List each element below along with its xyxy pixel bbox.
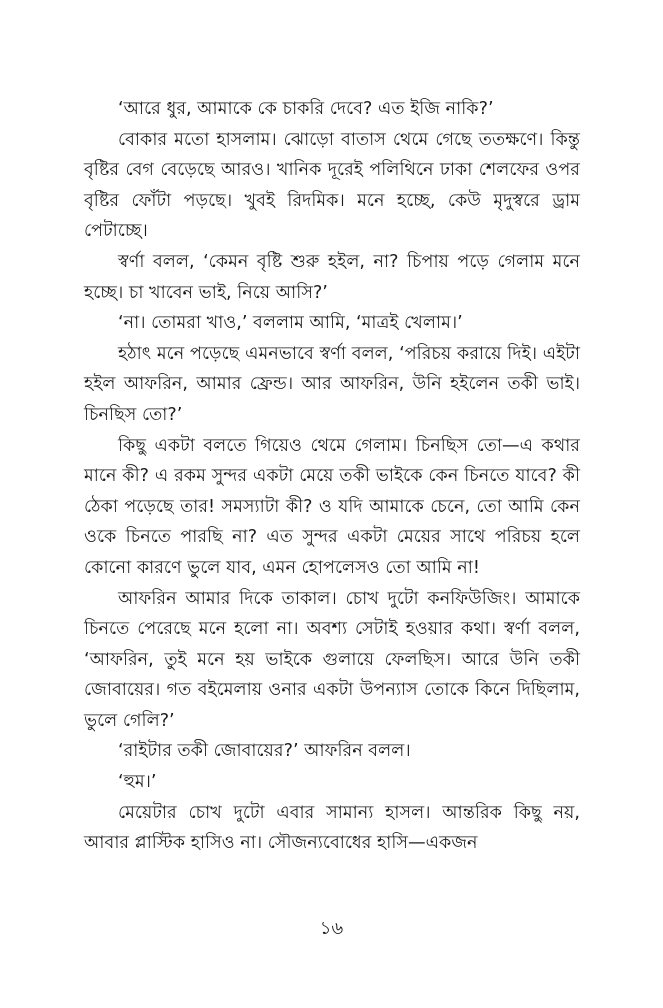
paragraph: ‘আরে ধুর, আমাকে কে চাকরি দেবে? এত ইজি নাকি?’ (118, 99, 494, 119)
paragraph: হঠাৎ মনে পড়েছে এমনভাবে স্বর্ণা বলল, ‘পরিচয় করায়ে দিই। এইটা হইল আফরিন, আমার ফ্রেন্ড। আর আফরিন, উনি হইলেন তকী ভাই। চিনছিস তো?’ (84, 343, 580, 425)
paragraph: আফরিন আমার দিকে তাকাল। চোখ দুটো কনফিউজিং। আমাকে চিনতে পেরেছে মনে হলো না। অবশ্য সেটাই হওয়ার কথা। স্বর্ণা বলল, ‘আফরিন, তুই মনে হয় ভাইকে গুলায়ে ফেলছিস। আরে উনি তকী জোবায়ের। গত বইমেলায় ওনার একটা উপন্যাস তোকে কিনে দিছিলাম, ভুলে গেলি?’ (84, 588, 580, 731)
paragraph: বোকার মতো হাসলাম। ঝোড়ো বাতাস থেমে গেছে ততক্ষণে। কিন্তু বৃষ্টির বেগ বেড়েছে আরও। খানিক দূরেই পলিথিনে ঢাকা শেলফের ওপর বৃষ্টির ফোঁটা পড়ছে। খুবই রিদমিক। মনে হচ্ছে, কেউ মৃদুস্বরে ড্রাম পেটাচ্ছে। (84, 129, 580, 242)
paragraph: কিছু একটা বলতে গিয়েও থেমে গেলাম। চিনছিস তো—এ কথার মানে কী? এ রকম সুন্দর একটা মেয়ে তকী ভাইকে কেন চিনতে যাবে? কী ঠেকা পড়েছে তার! সমস্যাটা কী? ও যদি আমাকে চেনে, তো আমি কেন ওকে চিনতে পারছি না? এত সুন্দর একটা মেয়ের সাথে পরিচয় হলে কোনো কারণে ভুলে যাব, এমন হোপলেসও তো আমি না! (84, 435, 580, 578)
paragraph: স্বর্ণা বলল, ‘কেমন বৃষ্টি শুরু হইল, না? চিপায় পড়ে গেলাম মনে হচ্ছে। চা খাবেন ভাই, নিয়ে আসি?’ (84, 251, 580, 303)
page-number: ১৬ (319, 918, 344, 939)
paragraph: মেয়েটার চোখ দুটো এবার সামান্য হাসল। আন্তরিক কিছু নয়, আবার প্লাস্টিক হাসিও না। সৌজন্যবোধের হাসি—একজন (84, 802, 580, 854)
body-text (84, 94, 580, 859)
paragraph: ‘রাইটার তকী জোবায়ের?’ আফরিন বলল। (118, 741, 411, 762)
paragraph: ‘না। তোমরা খাও,’ বললাম আমি, ‘মাত্রই খেলাম।’ (118, 313, 463, 334)
paragraph: ‘হুম।’ (118, 772, 157, 793)
